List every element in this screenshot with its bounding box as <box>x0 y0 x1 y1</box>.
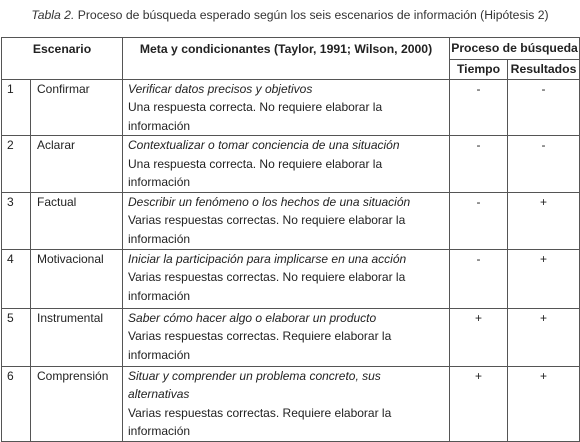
row-tiempo: + <box>450 308 508 366</box>
row-resultados: - <box>508 136 580 193</box>
row-meta <box>123 192 450 249</box>
header-escenario: Escenario <box>2 38 123 80</box>
caption-label: Tabla 2. <box>31 8 75 22</box>
row-goal: Describir un fenómeno o los hechos de una situación <box>128 194 411 209</box>
header-tiempo: Tiempo <box>450 60 508 80</box>
row-meta <box>123 308 450 366</box>
header-resultados: Resultados <box>508 60 580 80</box>
row-condition: Varias respuestas correctas. No requiere elaborar la información <box>128 270 406 303</box>
row-scenario: Comprensión <box>31 366 123 441</box>
row-resultados: + <box>508 249 580 308</box>
row-tiempo: + <box>450 366 508 441</box>
row-scenario: Factual <box>31 192 123 249</box>
row-meta <box>123 249 450 308</box>
header-proceso: Proceso de búsqueda <box>450 38 580 60</box>
row-resultados: - <box>508 79 580 136</box>
table-caption <box>0 7 580 27</box>
header-meta: Meta y condicionantes (Taylor, 1991; Wilson, 2000) <box>123 38 450 80</box>
row-goal: Contextualizar o tomar conciencia de una situación <box>128 138 400 152</box>
row-meta <box>123 79 450 136</box>
row-goal: Verificar datos precisos y objetivos <box>128 81 313 96</box>
row-resultados: + <box>508 308 580 366</box>
row-number: 3 <box>2 192 31 249</box>
table-row <box>2 136 580 193</box>
scenarios-table <box>1 37 580 442</box>
row-condition: Varias respuestas correctas. Requiere elaborar la información <box>128 329 392 362</box>
table-row <box>2 308 580 366</box>
row-resultados: + <box>508 192 580 249</box>
row-number: 1 <box>2 79 31 136</box>
row-number: 5 <box>2 308 31 366</box>
table-row <box>2 192 580 249</box>
table-row <box>2 366 580 441</box>
row-resultados: + <box>508 366 580 441</box>
row-scenario: Confirmar <box>31 79 123 136</box>
row-goal: Iniciar la participación para implicarse en una acción <box>128 251 407 266</box>
row-number: 4 <box>2 249 31 308</box>
caption-text: Proceso de búsqueda esperado según los seis escenarios de información (Hipótesis 2) <box>77 8 549 22</box>
row-condition: Varias respuestas correctas. Requiere elaborar la información <box>128 405 392 438</box>
row-scenario: Motivacional <box>31 249 123 308</box>
row-condition: Una respuesta correcta. No requiere elaborar la información <box>128 156 383 189</box>
row-goal: Situar y comprender un problema concreto, sus alternativas <box>128 368 381 401</box>
row-tiempo: - <box>450 136 508 193</box>
row-condition: Una respuesta correcta. No requiere elaborar la información <box>128 100 383 133</box>
row-number: 6 <box>2 366 31 441</box>
row-number: 2 <box>2 136 31 193</box>
row-meta <box>123 136 450 193</box>
table-row <box>2 249 580 308</box>
row-tiempo: - <box>450 79 508 136</box>
table-row <box>2 79 580 136</box>
row-scenario: Instrumental <box>31 308 123 366</box>
row-scenario: Aclarar <box>31 136 123 193</box>
row-tiempo: - <box>450 249 508 308</box>
row-condition: Varias respuestas correctas. No requiere elaborar la información <box>128 213 406 246</box>
row-meta <box>123 366 450 441</box>
row-tiempo: - <box>450 192 508 249</box>
row-goal: Saber cómo hacer algo o elaborar un producto <box>128 310 377 325</box>
